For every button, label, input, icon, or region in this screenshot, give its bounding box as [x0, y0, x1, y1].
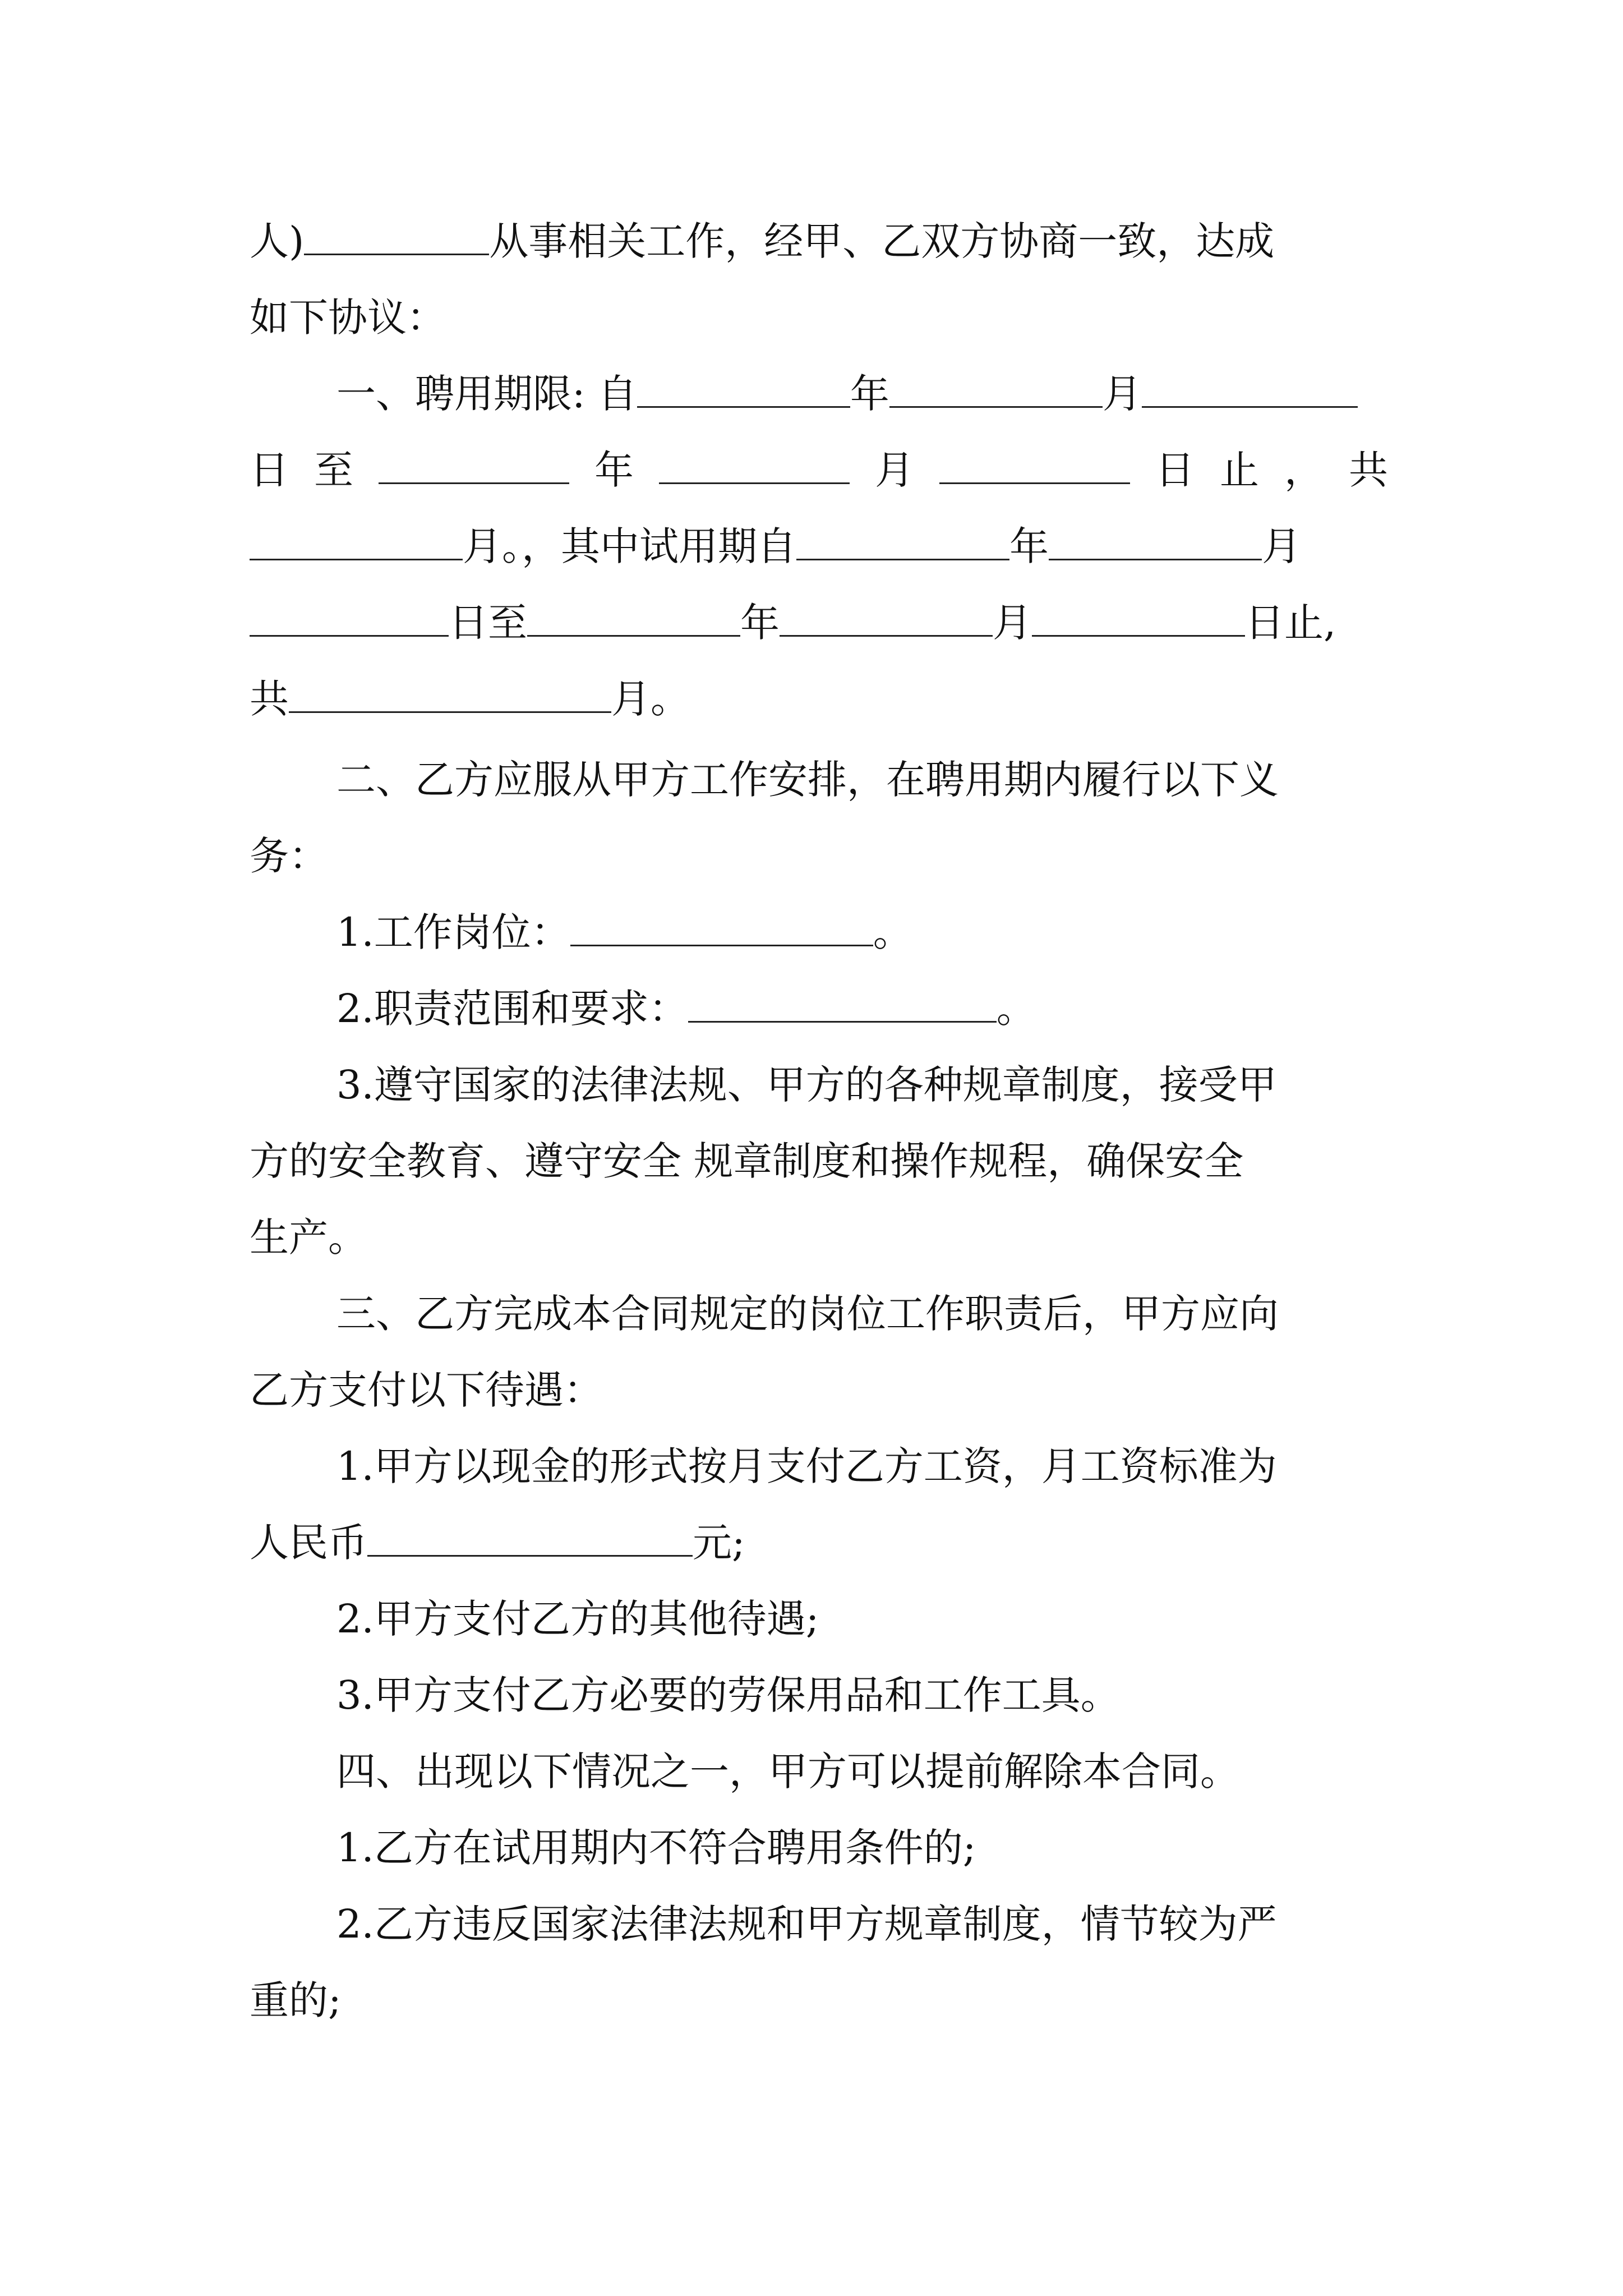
- text-run: ，: [1284, 447, 1324, 493]
- text-run: 日: [250, 447, 289, 493]
- text-line: [250, 1362, 1388, 1418]
- list-item: [336, 1057, 1388, 1113]
- text-run: 如下协议：: [250, 295, 446, 341]
- text-run: 月: [875, 447, 914, 493]
- section-3-heading: [336, 1286, 1388, 1342]
- fill-blank[interactable]: [688, 981, 997, 1023]
- fill-blank[interactable]: [796, 518, 1009, 560]
- text-run: 1.工作岗位：: [336, 909, 570, 955]
- text-run: 人): [250, 218, 305, 264]
- fill-blank[interactable]: [1142, 366, 1358, 408]
- text-run: 月。，其中试用期自: [463, 523, 796, 569]
- text-run: 3.甲方支付乙方必要的劳保用品和工作工具。: [336, 1672, 1120, 1718]
- text-run: 重的;: [250, 1977, 342, 2023]
- fill-blank[interactable]: [527, 595, 740, 637]
- text-run: 人民币: [250, 1520, 367, 1566]
- text-run: 一、聘用期限: 自: [336, 371, 637, 417]
- text-line: [250, 595, 1388, 651]
- section-2-heading: [336, 752, 1388, 808]
- text-line: [250, 1515, 1388, 1571]
- text-run: 止: [1220, 447, 1259, 493]
- text-run: 共: [250, 676, 289, 722]
- text-run: 日至: [449, 600, 527, 646]
- text-run: 年: [1009, 523, 1049, 569]
- text-run: 方的安全教育、遵守安全 规章制度和操作规程，确保安全: [250, 1138, 1244, 1184]
- text-run: 二、乙方应服从甲方工作安排，在聘用期内履行以下义: [336, 757, 1279, 803]
- fill-blank[interactable]: [780, 595, 993, 637]
- text-line: [250, 671, 1388, 727]
- fill-blank[interactable]: [1032, 595, 1245, 637]
- fill-blank[interactable]: [289, 671, 611, 713]
- fill-blank[interactable]: [304, 213, 489, 255]
- fill-blank[interactable]: [250, 518, 463, 560]
- fill-blank[interactable]: [637, 366, 850, 408]
- fill-blank[interactable]: [889, 366, 1103, 408]
- list-item: [336, 981, 1388, 1037]
- list-item: [336, 1667, 1388, 1723]
- text-run: 三、乙方完成本合同规定的岗位工作职责后，甲方应向: [336, 1291, 1279, 1337]
- fill-blank[interactable]: [379, 442, 569, 484]
- fill-blank[interactable]: [659, 442, 850, 484]
- text-run: 3.遵守国家的法律法规、甲方的各种规章制度，接受甲: [336, 1062, 1277, 1108]
- text-run: 日: [1155, 447, 1195, 493]
- text-run: 年: [850, 371, 889, 417]
- text-run: 务：: [250, 833, 328, 879]
- text-line: [250, 1209, 1388, 1266]
- text-line: [250, 1133, 1388, 1189]
- list-item: [336, 904, 1388, 960]
- text-line: [250, 289, 1388, 346]
- fill-blank[interactable]: [1049, 518, 1262, 560]
- text-line: [250, 1972, 1388, 2028]
- text-line: [250, 442, 1388, 498]
- text-run: 月: [993, 600, 1032, 646]
- list-item: [336, 1820, 1388, 1876]
- fill-blank[interactable]: [250, 595, 449, 637]
- text-run: 共: [1349, 447, 1388, 493]
- text-run: 从事相关工作，经甲、乙双方协商一致，达成: [489, 218, 1275, 264]
- text-line: [250, 828, 1388, 884]
- list-item: [336, 1896, 1388, 1952]
- section-4-heading: [336, 1743, 1388, 1800]
- list-item: [336, 1438, 1388, 1494]
- text-run: 1.乙方在试用期内不符合聘用条件的;: [336, 1825, 976, 1871]
- text-run: 月。: [611, 676, 690, 722]
- text-run: 年: [740, 600, 780, 646]
- text-line: [250, 518, 1388, 574]
- fill-blank[interactable]: [570, 904, 873, 946]
- text-run: 元;: [693, 1520, 745, 1566]
- text-run: 日止,: [1245, 600, 1336, 646]
- fill-blank[interactable]: [367, 1515, 693, 1557]
- text-run: 2.乙方违反国家法律法规和甲方规章制度，情节较为严: [336, 1901, 1277, 1947]
- text-run: 。: [996, 986, 1036, 1032]
- text-run: 1.甲方以现金的形式按月支付乙方工资，月工资标准为: [336, 1443, 1277, 1489]
- text-run: 年: [594, 447, 634, 493]
- list-item: [336, 1591, 1388, 1647]
- text-run: 至: [314, 447, 353, 493]
- text-run: 月: [1262, 523, 1301, 569]
- text-run: 生产。: [250, 1214, 367, 1260]
- section-1-heading: [336, 366, 1388, 422]
- text-run: 乙方支付以下待遇：: [250, 1367, 603, 1413]
- fill-blank[interactable]: [939, 442, 1130, 484]
- text-line: [250, 213, 1388, 269]
- text-run: 2.职责范围和要求：: [336, 986, 688, 1032]
- text-run: 四、出现以下情况之一，甲方可以提前解除本合同。: [336, 1749, 1239, 1795]
- text-run: 月: [1102, 371, 1142, 417]
- text-run: 2.甲方支付乙方的其他待遇;: [336, 1596, 819, 1642]
- text-run: 。: [873, 909, 912, 955]
